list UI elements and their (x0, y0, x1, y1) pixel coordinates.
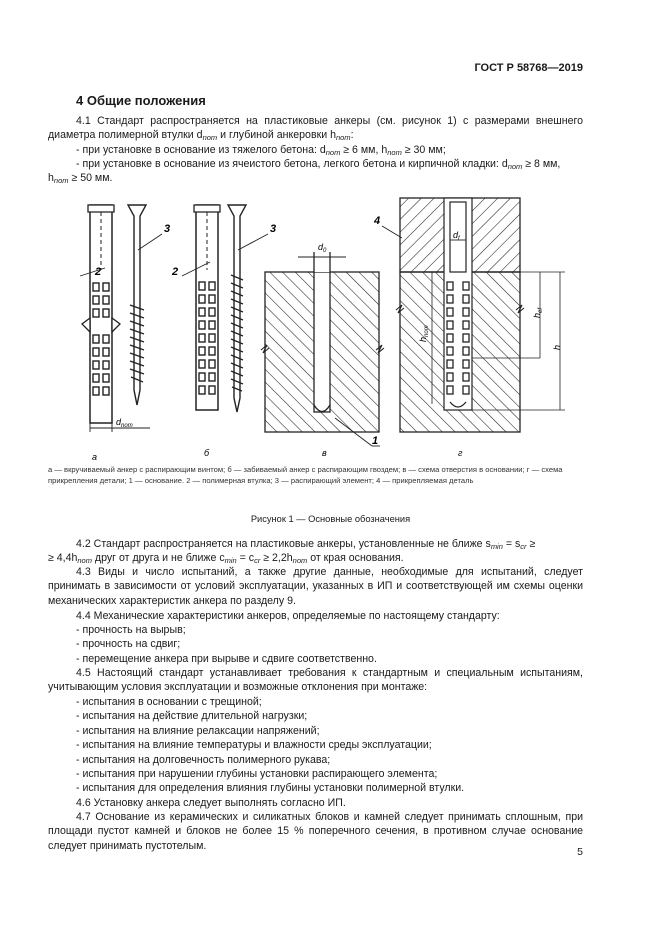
list-item: - испытания при нарушении глубины установки распирающего элемента; (76, 768, 438, 781)
fixing-scheme-figure (373, 198, 565, 458)
list-item: - испытания на влияние температуры и влажности среды эксплуатации; (76, 739, 432, 752)
para-4-1-item-2-cont: $h_{nom} \ge 50$ мм. (48, 172, 113, 185)
label-d0: $d_0$ (318, 242, 327, 254)
document-id: ГОСТ Р 58768—2019 (474, 62, 583, 74)
list-item: - испытания для определения влияния глубины установки полимерной втулки. (76, 782, 465, 795)
label-3-b: 3 (270, 223, 277, 235)
para-4-3: 4.3 Виды и число испытаний, а также другие данные, необходимые для испытаний, следует принимать в зависимости от условий эксплуатации, указанных в ИП и соответствующей им схемы оценки механических характеристик анкера по разделу 9. (48, 566, 583, 607)
list-item: - испытания на действие длительной нагрузки; (76, 710, 308, 723)
label-df: $d_f$ (453, 230, 460, 242)
para-4-4-list (76, 623, 611, 666)
list-item: - испытания в основании с трещиной; (76, 696, 262, 708)
figure-1-drawing (60, 190, 600, 460)
label-b: б (204, 448, 210, 458)
para-4-5: 4.5 Настоящий стандарт устанавливает требования к стандартным и специальным испытаниям, учитывающим условия эксплуатации и возможные отклонения при монтаже: (48, 667, 583, 694)
list-item: - прочность на вырыв; (76, 624, 186, 636)
page-number: 5 (577, 846, 583, 858)
para-4-2-cont: ≥ $4,4h_{nom}$ друг от друга и не ближе $c_{min} = c_{cr} \ge 2,2h_{nom}$ от края основания. (48, 552, 404, 565)
para-4-5-list (76, 695, 611, 796)
label-1: 1 (372, 435, 379, 447)
list-item: - испытания на влияние релаксации напряжений; (76, 724, 320, 737)
para-4-7: 4.7 Основание из керамических и силикатных блоков и камней следует принимать сплошным, при площади пустот камней и блоков не более 15 % поперечного сечения, в противном случае основание следует принимать пустотелым. (48, 811, 583, 852)
section-title: 4 Общие положения (76, 93, 206, 108)
para-4-1-item-1: - при установке в основание из тяжелого бетона: $d_{nom} \ge 6$ мм, $h_{nom} \ge 30$ мм; (76, 144, 446, 157)
label-2-b: 2 (172, 266, 179, 278)
list-item: - прочность на сдвиг; (76, 638, 181, 651)
list-item: - испытания на долговечность полимерного рукава; (76, 753, 331, 766)
para-4-4: 4.4 Механические характеристики анкеров, определяемые по настоящему стандарту: (76, 610, 500, 622)
anchor-nail-figure (171, 205, 276, 458)
label-dnom: $d_{nom}$ (116, 417, 133, 429)
para-4-2: 4.2 Стандарт распространяется на пластиковые анкеры, установленные не ближе $s_{min} = s_{cr}$ ≥ (76, 538, 536, 551)
label-g: г (458, 448, 463, 458)
label-3-a: 3 (164, 223, 171, 235)
hole-scheme-figure (261, 242, 384, 458)
label-4: 4 (374, 215, 381, 227)
para-4-1-item-2: - при установке в основание из ячеистого бетона, легкого бетона и кирпичной кладки: $d_{nom} \ge 8$ мм, (76, 158, 561, 171)
label-2-a: 2 (95, 266, 102, 278)
list-item: - перемещение анкера при вырыве и сдвиге соответственно. (76, 652, 377, 665)
label-hnom: $h_{nom}$ (418, 325, 430, 342)
para-4-1: 4.1 Стандарт распространяется на пластиковые анкеры (см. рисунок 1) с размерами внешнего диаметра полимерной втулки $d_{nom}$ и глубиной анкеровки $h_{nom}$: (48, 115, 583, 143)
label-h: h (552, 344, 562, 350)
para-4-6: 4.6 Установку анкера следует выполнять согласно ИП. (76, 797, 346, 809)
label-v: в (322, 448, 327, 458)
label-a: а (92, 452, 98, 460)
figure-title: Рисунок 1 — Основные обозначения (250, 514, 411, 524)
label-hef: $h_{ef}$ (532, 307, 544, 318)
anchor-screw-figure (80, 205, 170, 460)
figure-legend: а — вкручиваемый анкер с распирающим винтом; б — забиваемый анкер с распирающим гвоздем; в — схема отверстия в основании; г — схема прикрепления детали; 1 — основание. 2 — полимерная втулка; 3 — распирающий элемент; 4 — прикрепляемая деталь (48, 465, 563, 485)
